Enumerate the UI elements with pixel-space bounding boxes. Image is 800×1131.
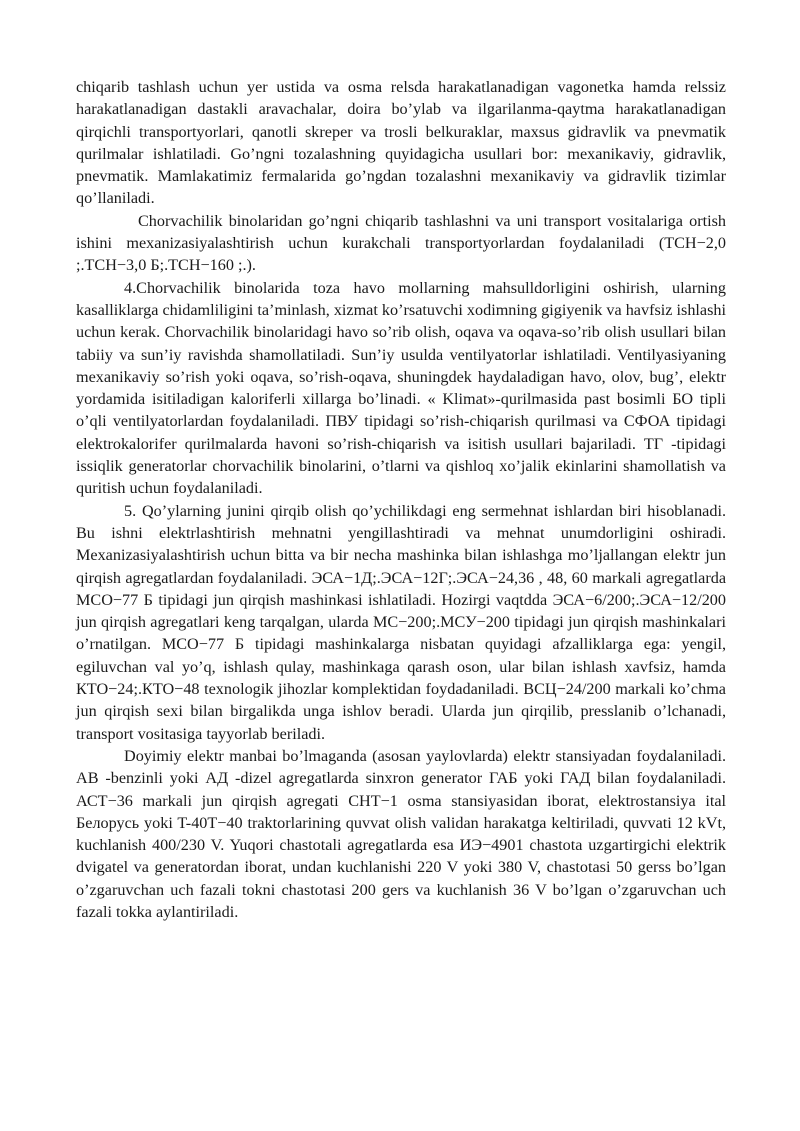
paragraph-conveyors: Chorvachilik binolaridan go’ngni chiqarib tashlashni va uni transport vositalariga ortish ishini mexanizasiyalashtirish uchun kurakchali transportyorlardan foydalaniladi (ТСН−2,0 ;.ТСН−3,0 Б;.ТСН−160 ;.). xyxy=(76,211,726,275)
paragraph-power-supply: Doyimiy elektr manbai bo’lmaganda (asosan yaylovlarda) elektr stansiyadan foydalaniladi. АВ -benzinli yoki АД -dizel agregatlarda sinxron generator ГАБ yoki ГАД bilan foydalaniladi. АСТ−36 markali jun qirqish agregati СНТ−1 osma stansiyasidan iborat, elektrostansiya ital Белорусь yoki T-40Т−40 traktorlarining quvvat olish validan harakatga keltiriladi, quvvati 12 kVt, kuchlanish 400/230 V. Yuqori chastotali agregatlarda esa ИЭ−4901 chastota uzgartirgichi elektrik dvigatel va generatordan iborat, undan kuchlanishi 220 V yoki 380 V, chastotasi 50 gerss bo’lgan o’zgaruvchan uch fazali tokni chastotasi 200 gers va kuchlanish 36 V bo’lgan o’zgaruvchan uch fazali tokka aylantiriladi. xyxy=(76,746,726,921)
paragraph-sheep-shearing: 5. Qo’ylarning junini qirqib olish qo’ychilikdagi eng sermehnat ishlardan biri hisoblanadi. Bu ishni elektrlashtirish mehnatni yengillashtiradi va mehnat unumdorligini oshiradi. Mexanizasiyalashtirish uchun bitta va bir necha mashinka bilan ishlashga mo’ljallangan elektr jun qirqish agregatlardan foydalaniladi. ЭСА−1Д;.ЭСА−12Г;.ЭСА−24,36 , 48, 60 markali agregatlarda МСО−77 Б tipidagi jun qirqish mashinkasi ishlatiladi. Hozirgi vaqtdda ЭСА−6/200;.ЭСА−12/200 jun qirqish agregatlari keng tarqalgan, ularda МС−200;.МСУ−200 tipidagi jun qirqish mashinkalari o’rnatilgan. МСО−77 Б tipidagi mashinkalarga nisbatan quyidagi afzalliklarga ega: yengil, egiluvchan val yo’q, ishlash qulay, mashinkaga qarash oson, ular bilan ishlash xavfsiz, hamda КТО−24;.КТО−48 texnologik jihozlar komplektidan foydadaniladi. ВСЦ−24/200 markali ko’chma jun qirqish sexi bilan birgalikda unga ishlov beradi. Ularda jun qirqilib, presslanib o’lchanadi, transport vositasiga tayyorlab beriladi. xyxy=(76,501,726,743)
paragraph-ventilation: 4.Chorvachilik binolarida toza havo mollarning mahsulldorligini oshirish, ularning kasalliklarga chidamliligini ta’minlash, xizmat ko’rsatuvchi xodimning gigiyenik va havfsiz ishlashi uchun kerak. Chorvachilik binolaridagi havo so’rib olish, oqava va oqava-so’rib olish usullari bilan tabiiy va sun’iy ravishda shamollatiladi. Sun’iy usulda ventilyatorlar ishlatiladi. Ventilyasiyaning mexanikaviy so’rish yoki oqava, so’rish-oqava, shuningdek haydaladigan havo, olov, bug’, elektr yordamida isitiladigan kaloriferli xillarga bo’linadi. « Klimat»-qurilmasida past bosimli БО tipli o’qli ventilyatorlardan foydalaniladi. ПВУ tipidagi so’rish-chiqarish qurilmasi va СФОА tipidagi elektrokalorifer qurilmalarda havoni so’rish-chiqarish va isitish usullari bajariladi. ТГ -tipidagi issiqlik generatorlar chorvachilik binolarini, o’tlarni va qishloq xo’jalik ekinlarini shamollatish va quritish uchun foydalaniladi. xyxy=(76,278,726,498)
paragraph-manure-removal: chiqarib tashlash uchun yer ustida va osma relsda harakatlanadigan vagonetka hamda relssiz harakatlanadigan dastakli aravachalar, doira bo’ylab va ilgarilanma-qaytma harakatlanadigan qirqichli transportyorlari, qanotli skreper va trosli belkuraklar, maxsus gidravlik va pnevmatik qurilmalar ishlatiladi. Go’ngni tozalashning quyidagicha usullari bor: mexanikaviy, gidravlik, pnevmatik. Mamlakatimiz fermalarida go’ngdan tozalashni mexanikaviy va gidravlik tizimlar qo’llaniladi. xyxy=(76,78,726,208)
